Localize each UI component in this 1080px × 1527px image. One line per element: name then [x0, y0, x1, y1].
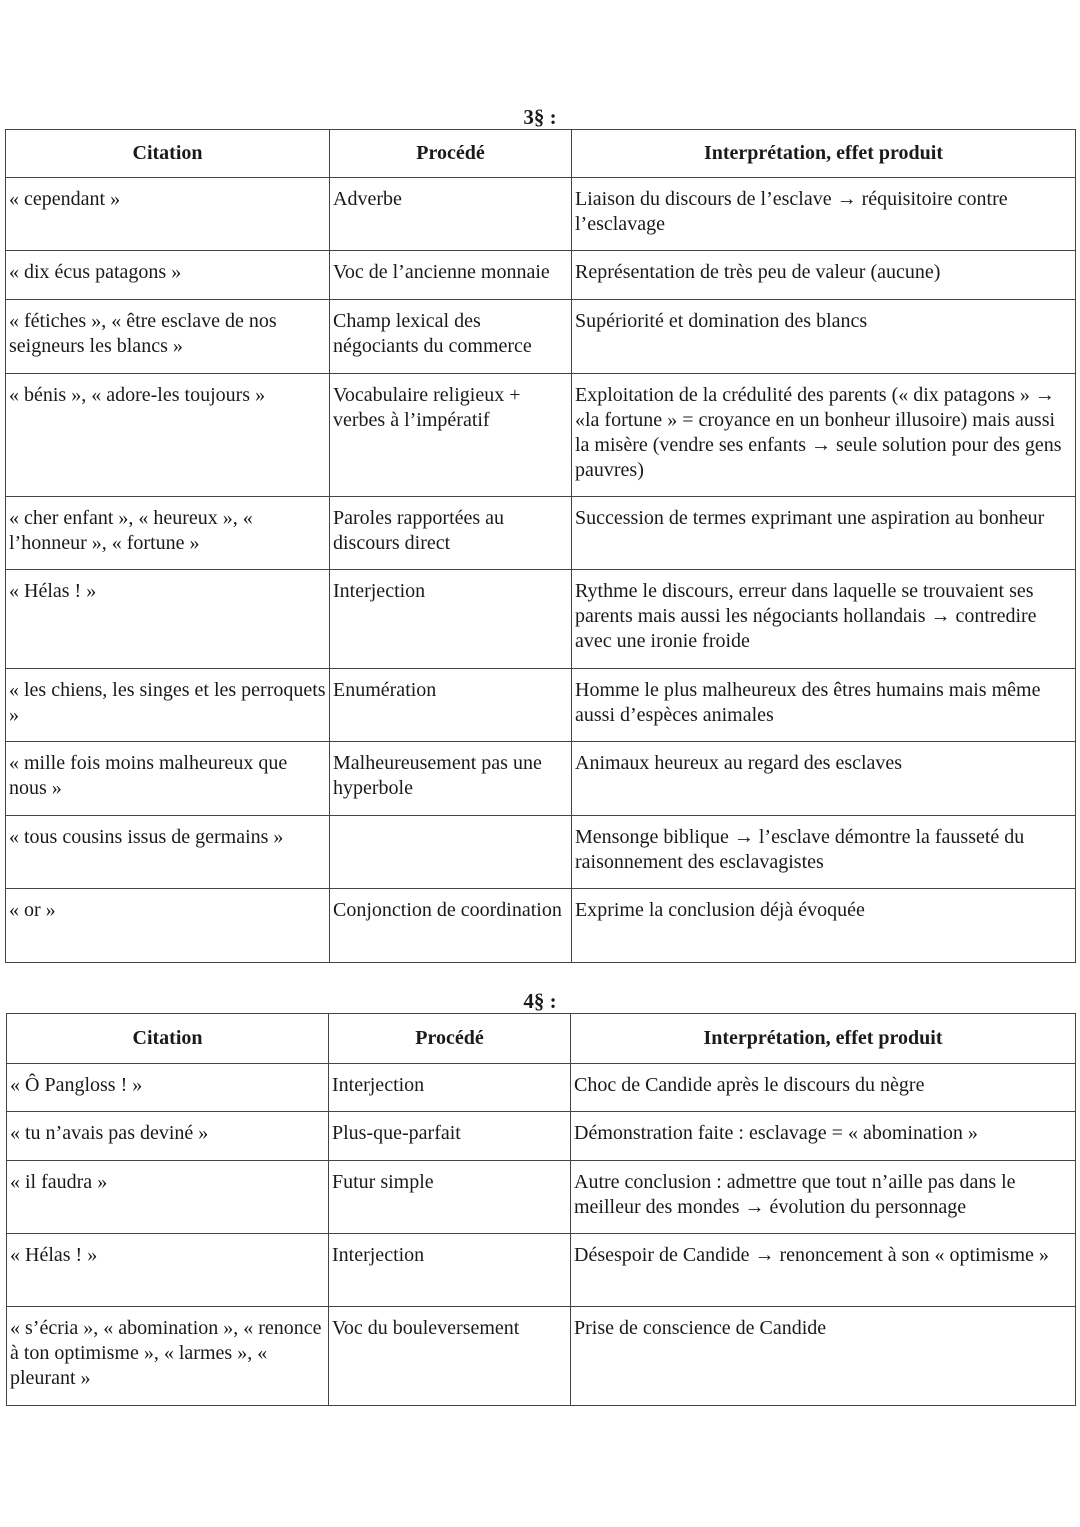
cell-citation: « cher enfant », « heureux », « l’honneur », « fortune »	[6, 497, 330, 570]
cell-interpretation: Rythme le discours, erreur dans laquelle se trouvaient ses parents mais aussi les négociants hollandais → contredire avec une ironie froide	[572, 570, 1076, 669]
cell-citation: « tu n’avais pas deviné »	[7, 1112, 329, 1161]
cell-citation: « or »	[6, 889, 330, 963]
analysis-table-4	[6, 1013, 1076, 1406]
cell-citation: « fétiches », « être esclave de nos seigneurs les blancs »	[6, 300, 330, 374]
cell-citation: « Hélas ! »	[7, 1234, 329, 1307]
table-header-row	[7, 1014, 1076, 1064]
cell-interpretation: Représentation de très peu de valeur (aucune)	[572, 251, 1076, 300]
cell-procede: Futur simple	[329, 1161, 571, 1234]
cell-interpretation: Homme le plus malheureux des êtres humains mais même aussi d’espèces animales	[572, 669, 1076, 742]
table-row	[6, 816, 1076, 889]
cell-procede: Champ lexical des négociants du commerce	[330, 300, 572, 374]
table-row	[7, 1161, 1076, 1234]
table-row	[6, 669, 1076, 742]
cell-interpretation: Mensonge biblique → l’esclave démontre la fausseté du raisonnement des esclavagistes	[572, 816, 1076, 889]
cell-interpretation: Autre conclusion : admettre que tout n’aille pas dans le meilleur des mondes → évolution du personnage	[571, 1161, 1076, 1234]
cell-procede: Vocabulaire religieux + verbes à l’impératif	[330, 374, 572, 497]
cell-procede: Malheureusement pas une hyperbole	[330, 742, 572, 816]
table-row	[7, 1234, 1076, 1307]
cell-interpretation: Succession de termes exprimant une aspiration au bonheur	[572, 497, 1076, 570]
header-citation: Citation	[6, 130, 330, 178]
cell-procede: Enumération	[330, 669, 572, 742]
cell-procede: Adverbe	[330, 178, 572, 251]
table-header-row	[6, 130, 1076, 178]
cell-citation: « s’écria », « abomination », « renonce à ton optimisme », « larmes », « pleurant »	[7, 1307, 329, 1406]
cell-interpretation: Désespoir de Candide → renoncement à son « optimisme »	[571, 1234, 1076, 1307]
table-row	[6, 178, 1076, 251]
cell-citation: « il faudra »	[7, 1161, 329, 1234]
cell-citation: « mille fois moins malheureux que nous »	[6, 742, 330, 816]
cell-interpretation: Exploitation de la crédulité des parents (« dix patagons » → «la fortune » = croyance en un bonheur illusoire) mais aussi la misère (vendre ses enfants → seule solution pour des gens pauvres)	[572, 374, 1076, 497]
section-title-4: 4§ :	[523, 989, 557, 1013]
cell-citation: « dix écus patagons »	[6, 251, 330, 300]
cell-interpretation: Supériorité et domination des blancs	[572, 300, 1076, 374]
cell-citation: « Ô Pangloss ! »	[7, 1064, 329, 1112]
section-title-3: 3§ :	[523, 105, 557, 129]
table-row	[6, 889, 1076, 963]
table-row	[6, 742, 1076, 816]
table-row	[6, 570, 1076, 669]
cell-procede	[330, 816, 572, 889]
table-row	[7, 1064, 1076, 1112]
header-procede: Procédé	[329, 1014, 571, 1064]
cell-citation: « cependant »	[6, 178, 330, 251]
table-row	[6, 497, 1076, 570]
cell-citation: « Hélas ! »	[6, 570, 330, 669]
cell-interpretation: Prise de conscience de Candide	[571, 1307, 1076, 1406]
header-interpretation: Interprétation, effet produit	[571, 1014, 1076, 1064]
table-row	[6, 251, 1076, 300]
cell-citation: « les chiens, les singes et les perroquets »	[6, 669, 330, 742]
table-row	[7, 1112, 1076, 1161]
table-row	[6, 374, 1076, 497]
cell-interpretation: Démonstration faite : esclavage = « abomination »	[571, 1112, 1076, 1161]
analysis-table-3	[5, 129, 1076, 963]
cell-procede: Voc de l’ancienne monnaie	[330, 251, 572, 300]
cell-procede: Paroles rapportées au discours direct	[330, 497, 572, 570]
cell-procede: Interjection	[329, 1234, 571, 1307]
cell-interpretation: Exprime la conclusion déjà évoquée	[572, 889, 1076, 963]
table-row	[6, 300, 1076, 374]
cell-procede: Conjonction de coordination	[330, 889, 572, 963]
cell-procede: Interjection	[329, 1064, 571, 1112]
header-interpretation: Interprétation, effet produit	[572, 130, 1076, 178]
header-procede: Procédé	[330, 130, 572, 178]
cell-citation: « bénis », « adore-les toujours »	[6, 374, 330, 497]
cell-procede: Interjection	[330, 570, 572, 669]
cell-interpretation: Animaux heureux au regard des esclaves	[572, 742, 1076, 816]
cell-procede: Plus-que-parfait	[329, 1112, 571, 1161]
cell-citation: « tous cousins issus de germains »	[6, 816, 330, 889]
cell-interpretation: Choc de Candide après le discours du nègre	[571, 1064, 1076, 1112]
cell-interpretation: Liaison du discours de l’esclave → réquisitoire contre l’esclavage	[572, 178, 1076, 251]
table-row	[7, 1307, 1076, 1406]
cell-procede: Voc du bouleversement	[329, 1307, 571, 1406]
header-citation: Citation	[7, 1014, 329, 1064]
